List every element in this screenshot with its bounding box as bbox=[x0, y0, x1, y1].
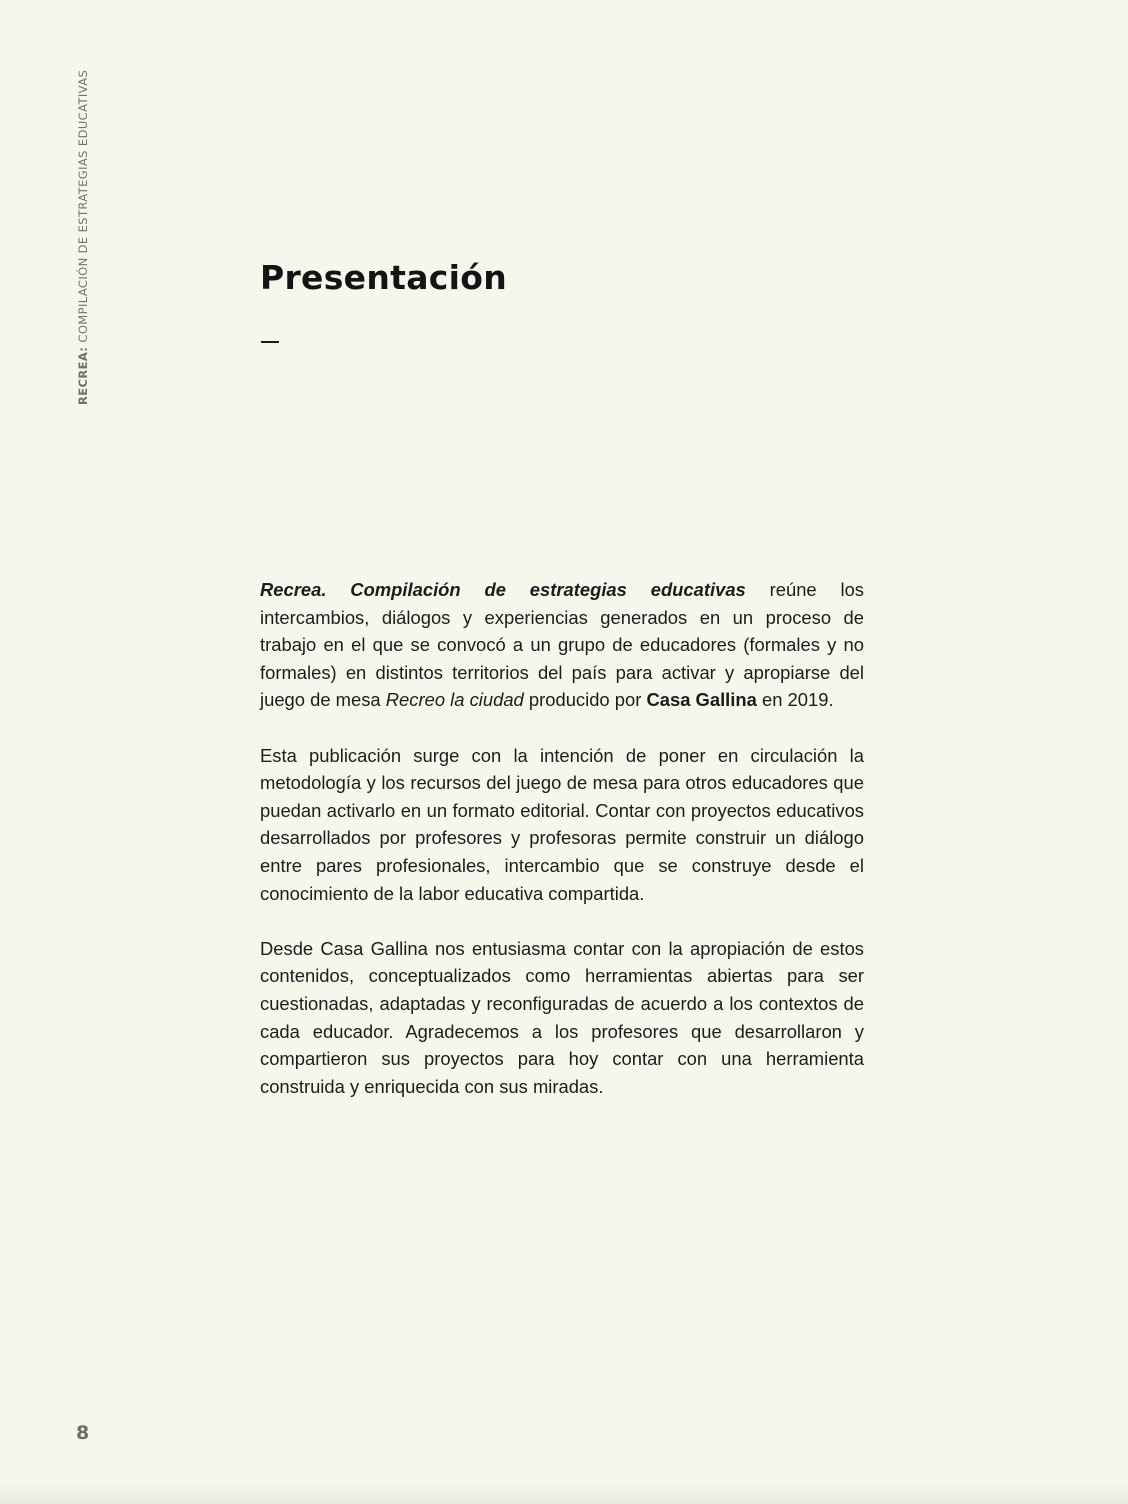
running-head-title: COMPILACIÓN DE ESTRATEGIAS EDUCATIVAS bbox=[76, 69, 90, 347]
page-number: 8 bbox=[76, 1422, 90, 1444]
running-head-series: RECREA: bbox=[76, 346, 90, 405]
paragraph-1-text-b: producido por bbox=[523, 689, 647, 711]
organization-name: Casa Gallina bbox=[646, 689, 757, 711]
title-dash-divider bbox=[261, 341, 279, 343]
page-title: Presentación bbox=[260, 258, 508, 297]
paragraph-1 bbox=[260, 576, 864, 714]
body-text bbox=[260, 576, 864, 1128]
paragraph-1-text-a: reúne los intercambios, diálogos y experiencias generados en un proceso de trabajo en el que se convocó a un grupo de educadores (formales y no formales) en distintos territorios del país para activar y apropiarse del juego de mesa bbox=[260, 579, 865, 711]
page-bottom-shade bbox=[0, 1482, 1128, 1504]
publication-title: Recrea. Compilación de estrategias educativas bbox=[260, 579, 746, 600]
paragraph-3: Desde Casa Gallina nos entusiasma contar con la apropiación de estos contenidos, conceptualizados como herramientas abiertas para ser cuestionadas, adaptadas y reconfiguradas de acuerdo a los contextos de cada educador. Agradecemos a los profesores que desarrollaron y compartieron sus proyectos para hoy contar con una herramienta construida y enriquecida con sus miradas. bbox=[260, 937, 864, 1097]
paragraph-1-text-c: en 2019. bbox=[756, 689, 834, 711]
game-title: Recreo la ciudad bbox=[385, 689, 524, 711]
paragraph-2: Esta publicación surge con la intención de poner en circulación la metodología y los recursos del juego de mesa para otros educadores que puedan activarlo en un formato editorial. Contar con proyectos educativos desarrollados por profesores y profesoras permite construir un diálogo entre pares profesionales, intercambio que se construye desde el conocimiento de la labor educativa compartida. bbox=[260, 744, 864, 904]
running-head bbox=[74, 70, 92, 405]
